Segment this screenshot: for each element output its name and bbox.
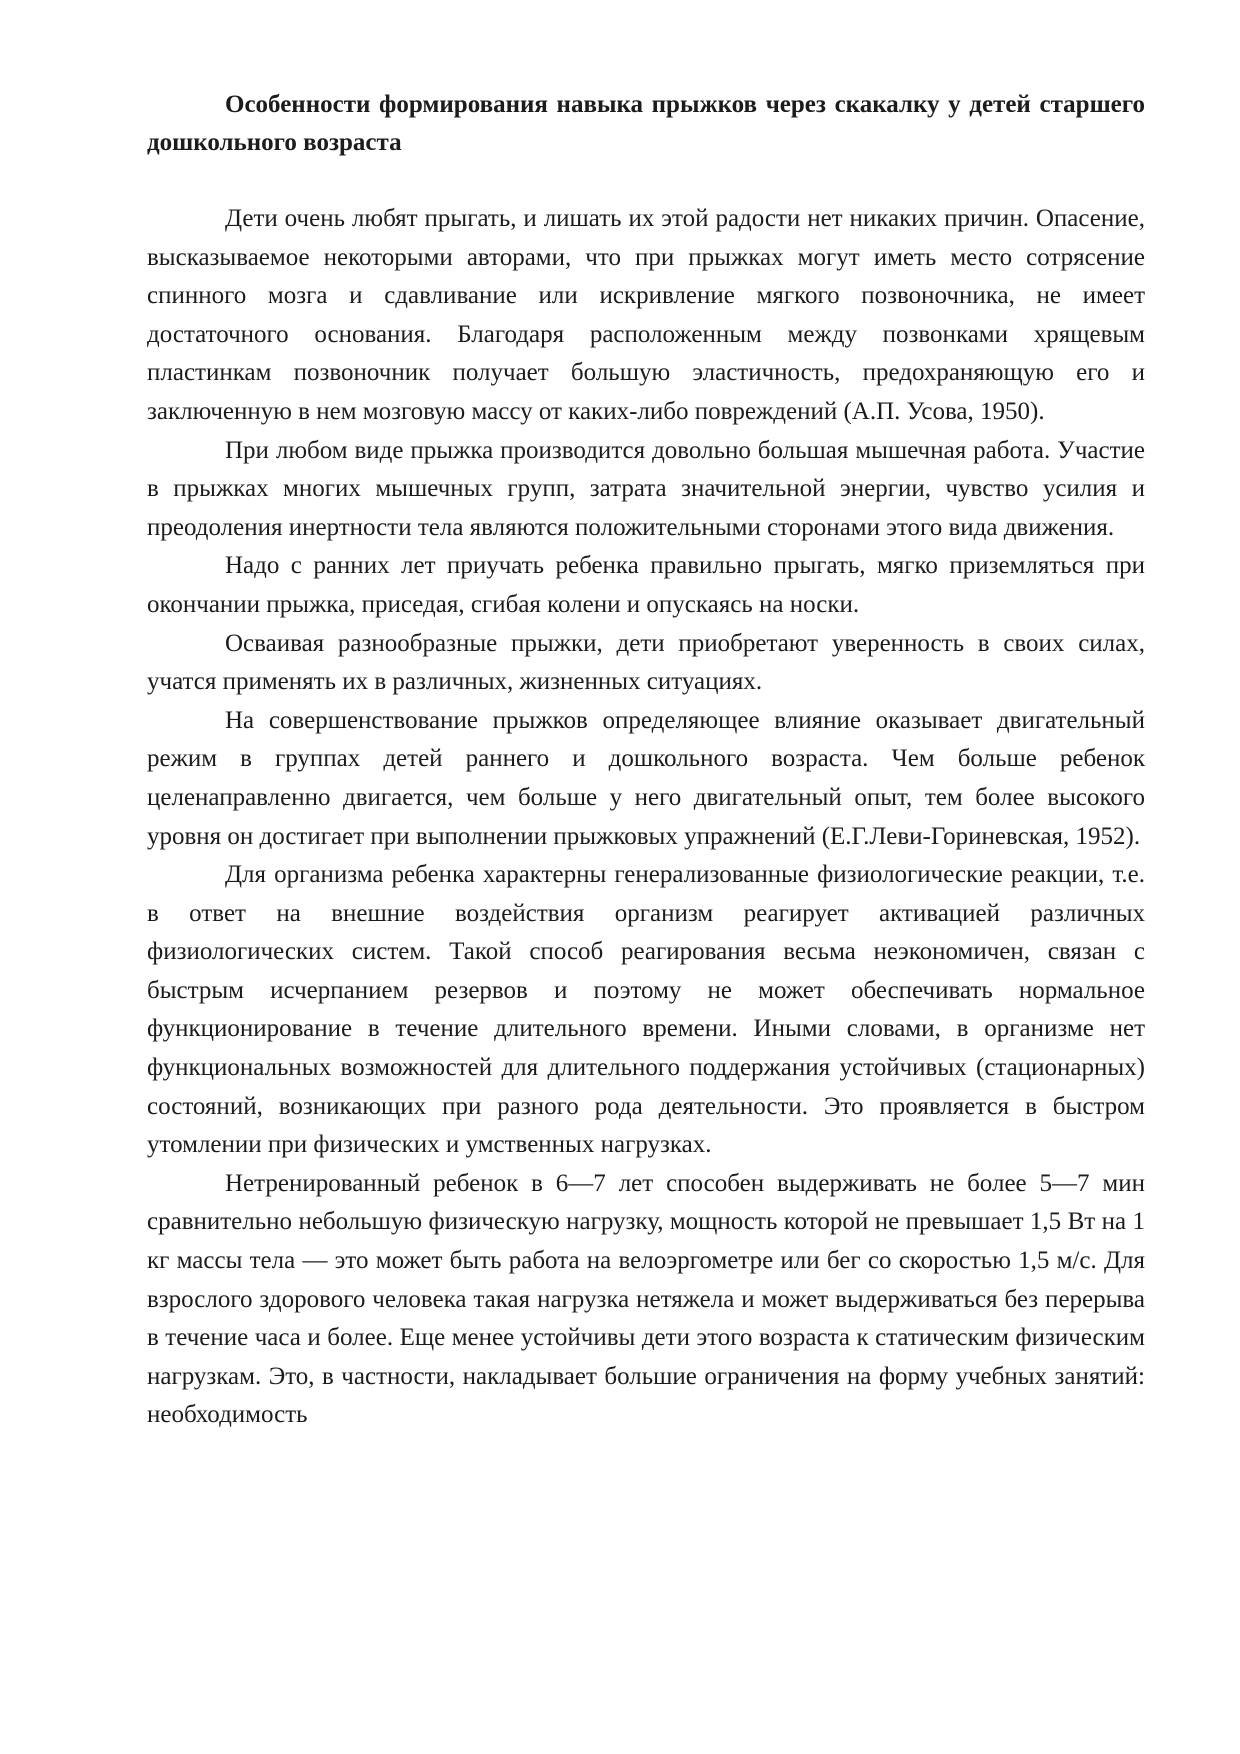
- document-body: [147, 200, 1145, 1435]
- paragraph: На совершенствование прыжков определяющее влияние оказывает двигательный режим в группах детей раннего и дошкольного возраста. Чем больше ребенок целенаправленно двигается, чем больше у него двигательный опыт, тем более высокого уровня он достигает при выполнении прыжковых упражнений (Е.Г.Леви-Гориневская, 1952).: [147, 706, 1145, 850]
- paragraph: Дети очень любят прыгать, и лишать их этой радости нет никаких причин. Опасение, высказываемое некоторыми авторами, что при прыжках могут иметь место сотрясение спинного мозга и сдавливание или искривление мягкого позвоночника, не имеет достаточного основания. Благодаря расположенным между позвонками хрящевым пластинкам позвоночник получает большую эластичность, предохраняющую его и заключенную в нем мозговую массу от каких-либо повреждений (А.П. Усова, 1950).: [147, 205, 1145, 425]
- paragraph: Для организма ребенка характерны генерализованные физиологические реакции, т.е. в ответ на внешние воздействия организм реагирует активацией различных физиологических систем. Такой способ реагирования весьма неэкономичен, связан с быстрым исчерпанием резервов и поэтому не может обеспечивать нормальное функционирование в течение длительного времени. Иными словами, в организме нет функциональных возможностей для длительного поддержания устойчивых (стационарных) состояний, возникающих при разного рода деятельности. Это проявляется в быстром утомлении при физических и умственных нагрузках.: [147, 861, 1145, 1159]
- paragraph: Надо с ранних лет приучать ребенка правильно прыгать, мягко приземляться при окончании прыжка, приседая, сгибая колени и опускаясь на носки.: [147, 552, 1145, 618]
- paragraph: Осваивая разнообразные прыжки, дети приобретают уверенность в своих силах, учатся применять их в различных, жизненных ситуациях.: [147, 629, 1145, 696]
- document-title: Особенности формирования навыка прыжков через скакалку у детей старшего дошкольного возраста: [147, 91, 1145, 156]
- paragraph: Нетренированный ребенок в 6—7 лет способен выдерживать не более 5—7 мин сравнительно небольшую физическую нагрузку, мощность которой не превышает 1,5 Вт на 1 кг массы тела — это может быть работа на велоэргометре или бег со скоростью 1,5 м/с. Для взрослого здорового человека такая нагрузка нетяжела и может выдерживаться без перерыва в течение часа и более. Еще менее устойчивы дети этого возраста к статическим физическим нагрузкам. Это, в частности, накладывает большие ограничения на форму учебных занятий: необходимость: [147, 1169, 1145, 1429]
- paragraph: При любом виде прыжка производится довольно большая мышечная работа. Участие в прыжках многих мышечных групп, затрата значительной энергии, чувство усилия и преодоления инертности тела являются положительными сторонами этого вида движения.: [147, 436, 1145, 541]
